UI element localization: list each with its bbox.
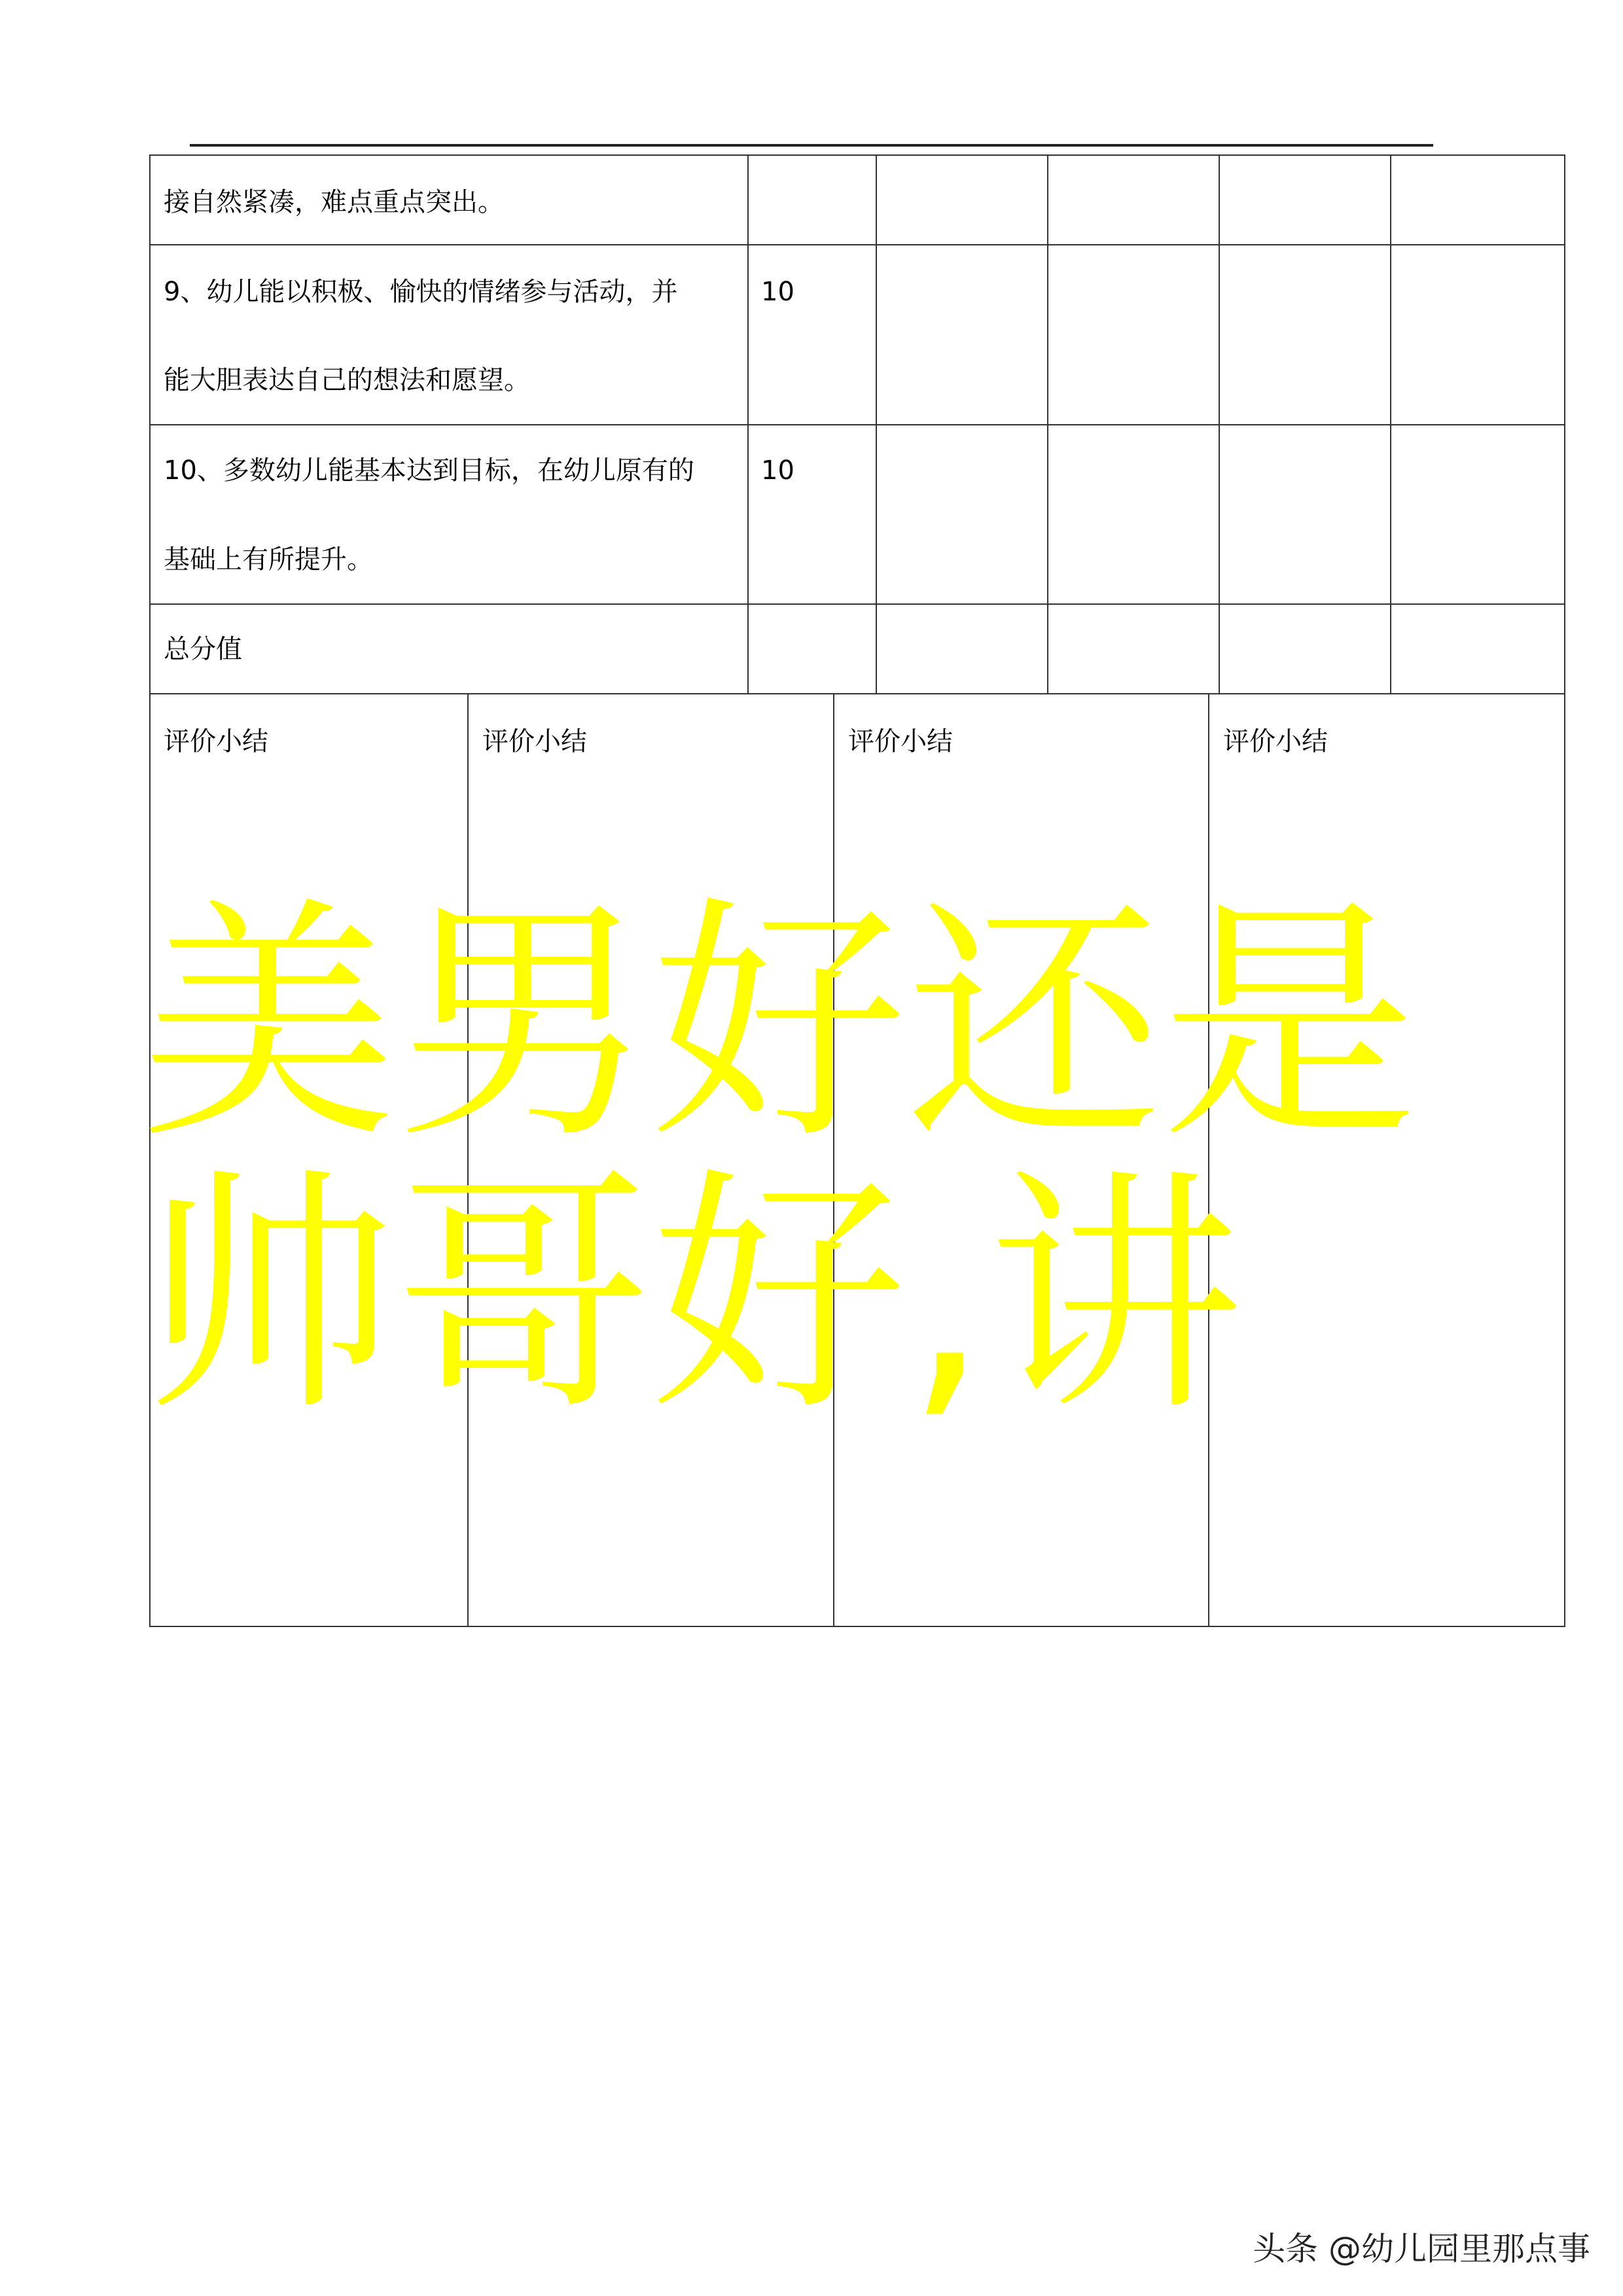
score-value: 10 [761,277,794,307]
summary-label: 评价小结 [164,726,268,757]
table-border [149,603,1565,605]
criterion-text: 能大胆表达自己的想法和愿望。 [164,365,530,395]
overlay-headline-line2: 帅哥好,讲 [141,1147,1243,1444]
table-border [1390,154,1391,694]
table-border [876,154,877,694]
table-border [149,154,1565,156]
summary-label: 评价小结 [1223,726,1328,757]
footer-credit: 头条 @幼儿园里那点事 [1253,2230,1590,2268]
header-rule [190,144,1433,147]
summary-label: 评价小结 [482,726,587,757]
table-border [149,693,1565,694]
criterion-text: 10、多数幼儿能基本达到目标，在幼儿原有的 [164,456,694,486]
table-border [149,1626,1565,1627]
table-border [149,424,1565,425]
criterion-text: 9、幼儿能以积极、愉快的情绪参与活动，并 [164,277,678,307]
table-border [747,154,749,694]
criterion-text: 接自然紧凑，难点重点突出。 [164,187,504,217]
table-border [149,244,1565,245]
overlay-headline-line1: 美男好还是 [141,876,1417,1173]
criterion-text: 基础上有所提升。 [164,545,373,575]
total-score-label: 总分值 [164,634,242,664]
table-border [1047,154,1048,694]
table-border [1219,154,1220,694]
summary-label: 评价小结 [848,726,953,757]
score-value: 10 [761,456,794,486]
table-border [1564,154,1565,1627]
